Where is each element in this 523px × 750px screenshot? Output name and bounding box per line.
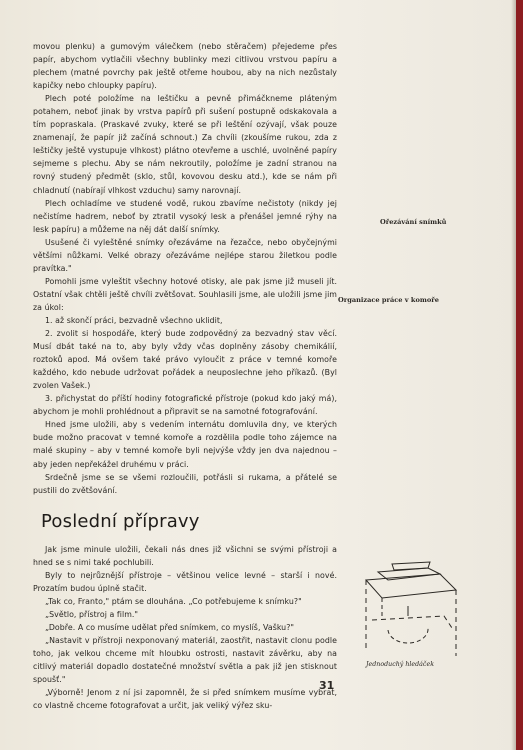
book-spine: [516, 0, 523, 750]
main-text-column: [33, 40, 337, 712]
paragraph: „Dobře. A co musíme udělat před snímkem, co myslíš, Vašku?": [45, 622, 295, 632]
paragraph: „Světlo, přístroj a film.": [45, 609, 139, 619]
paragraph: Plech poté položíme na leštičku a pevně přimáčkneme pláteným potahem, neboť jinak by vrstva papírů při sušení postupně odskakovala a tím popraskala. (Praskavé zvuky, které se při leštění ozývají, však pouze znamenají, že papír již začíná schnout.) Za chvíli (zkoušíme rukou, zda z leštičky ještě vystupuje vlhkost) plátno otevřeme a uschlé, uvolněné papíry sejmeme s plechu. Aby se nám nekroutily, položíme je zadní stranou na rovný studený předmět (sklo, stůl, kovovou desku atd.), kde se nám při chladnutí (nabírají vlhkost vzduchu) samy narovnají.: [33, 94, 337, 195]
paragraph: Srdečně jsme se se všemi rozloučili, potřásli si rukama, a přátelé se pustili do zvětšování.: [33, 472, 337, 495]
paragraph: Pomohli jsme vyleštit všechny hotové otisky, ale pak jsme již museli jít. Ostatní však chtěli ještě chvíli zvětšovat. Souhlasili jsme, ale uložili jsme jim za úkol:: [33, 276, 337, 312]
paragraph: Plech ochladíme ve studené vodě, rukou zbavíme nečistoty (nikdy jej nečistíme hadrem, neboť by ztratil vysoký lesk a přenášel jemné rýhy na lesk papíru) a můžeme na něj dát další snímky.: [33, 198, 337, 234]
paragraph: Usušené či vyleštěné snímky ořezáváme na řezačce, nebo obyčejnými většími nůžkami. Velké obrazy ořezáváme nejlépe starou žiletkou podle pravítka.": [33, 237, 337, 273]
paragraph: „Nastavit v přístroji nexponovaný materiál, zaostřit, nastavit clonu podle toho, jak velkou chceme mít hloubku ostrosti, nastavit závěrku, aby na citlivý materiál dopadlo dostatečné množství světla a pak již jen stisknout spoušť.": [33, 635, 337, 685]
viewfinder-illustration: [348, 550, 468, 660]
list-item: 2. zvolit si hospodáře, který bude zodpovědný za bezvadný stav věcí. Musí dbát také na to, aby byly vždy včas doplněny zásoby chemikálií, roztoků apod. Má ovšem také právo vyloučit z práce v temné komoře každého, kdo nebude udržovat pořádek a neuposlechne jeho příkazů. (Byl zvolen Vašek.): [33, 329, 337, 391]
section-heading: Poslední přípravy: [41, 510, 200, 532]
paragraph: Hned jsme uložili, aby s vedením internátu domluvila dny, ve kterých bude možno pracovat v temné komoře a rozdělila podle toho zájemce na malé skupiny – aby v temné komoře byli nejvýše vždy jen dva najednou – aby jeden nepřekážel druhému v práci.: [33, 420, 337, 469]
list-item: 3. přichystat do příští hodiny fotografické přístroje (pokud kdo jaký má), abychom je mohli prohlédnout a připravit se na samotné fotografování.: [33, 394, 337, 417]
paragraph: „Výborně! Jenom z ní jsi zapomněl, že si před snímkem musíme vybrat, co vlastně chceme fotografovat a určit, jak veliký výřez sku-: [33, 688, 337, 711]
illustration-caption: Jednoduchý hledáček: [366, 661, 435, 668]
margin-note-cropping: Ořezávání snímků: [380, 218, 447, 226]
paragraph: Byly to nejrůznější přístroje – většinou velice levné – starší i nové. Prozatím budou úplně stačit.: [33, 570, 337, 593]
margin-note-darkroom: Organizace práce v komoře: [338, 296, 439, 304]
paragraph: Jak jsme minule uložili, čekali nás dnes již všichni se svými přístroji a hned se s nimi také pochlubili.: [33, 544, 337, 567]
list-item: 1. až skončí práci, bezvadně všechno uklidit,: [45, 315, 223, 325]
paragraph: movou plenku) a gumovým válečkem (nebo stěračem) přejedeme přes papír, abychom vytlačili všechny bublinky mezi citlivou vrstvou papíru a plechem (matné povrchy pak ještě otřeme houbou, aby na nich nezůstaly kapičky nebo chloupky papíru).: [33, 42, 337, 91]
page-number: 31: [319, 679, 335, 692]
paragraph: „Tak co, Franto," ptám se dlouhána. „Co potřebujeme k snímku?": [45, 596, 302, 606]
